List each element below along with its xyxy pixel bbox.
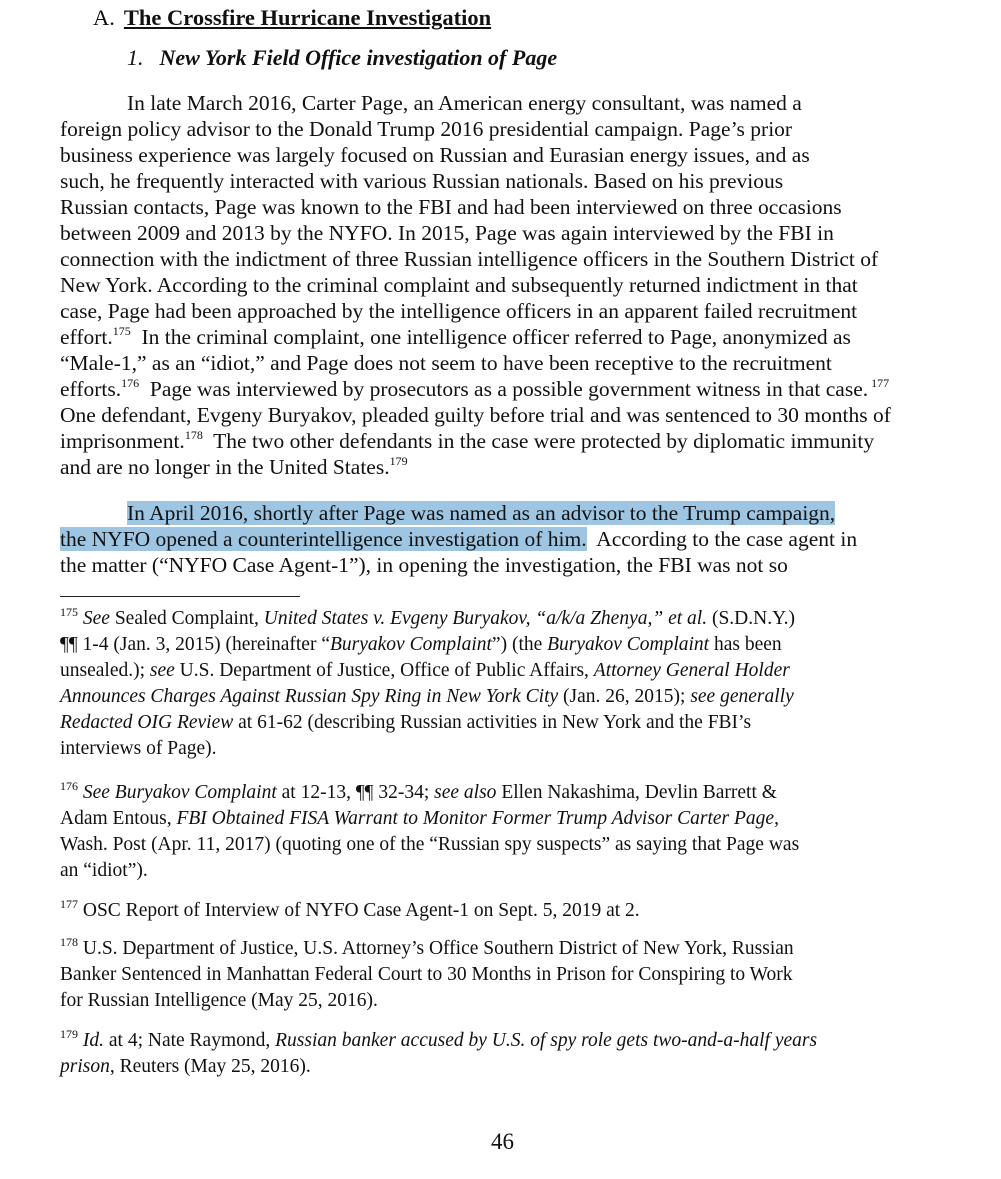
text-span: see also xyxy=(434,782,497,803)
text-span: see generally xyxy=(690,686,794,707)
footnote-number: 178 xyxy=(60,935,78,949)
subsection-title: New York Field Office investigation of Page xyxy=(159,45,558,70)
text-span: Russian banker accused by U.S. of spy role gets two-and-a-half years xyxy=(275,1030,818,1051)
text-span: effort. xyxy=(60,325,113,349)
footnote-line: Banker Sentenced in Manhattan Federal Court to 30 Months in Prison for Conspiring to Work xyxy=(60,964,793,985)
footnote-ref-175[interactable]: 175 xyxy=(112,324,131,338)
footnote-number: 176 xyxy=(60,779,78,793)
text-span: According to the case agent in xyxy=(586,527,858,551)
text-line xyxy=(60,376,889,402)
footnote-number: 179 xyxy=(60,1027,78,1041)
text-line: “Male-1,” as an “idiot,” and Page does not seem to have been receptive to the recruitment xyxy=(60,351,832,375)
page-number: 46 xyxy=(491,1129,514,1154)
footnote-line xyxy=(60,632,782,658)
text-span: Page was interviewed by prosecutors as a possible government witness in that case. xyxy=(139,377,869,401)
section-heading xyxy=(93,4,491,32)
text-span: Adam Entous, xyxy=(60,808,177,829)
text-span: ”) (the xyxy=(491,634,548,655)
text-span: imprisonment. xyxy=(60,429,185,453)
text-line xyxy=(127,500,835,526)
text-span: In the criminal complaint, one intelligence officer referred to Page, anonymized as xyxy=(130,325,851,349)
text-line: business experience was largely focused on Russian and Eurasian energy issues, and as xyxy=(60,143,810,167)
text-span: Sealed Complaint, xyxy=(109,608,264,629)
footnote-line: Wash. Post (Apr. 11, 2017) (quoting one of the “Russian spy suspects” as saying that Page was xyxy=(60,834,800,855)
text-span: ¶¶ 1-4 (Jan. 3, 2015) (hereinafter “ xyxy=(60,634,330,655)
text-span: , Reuters (May 25, 2016). xyxy=(109,1056,311,1077)
text-span: Announces Charges Against Russian Spy Ring in New York City xyxy=(60,686,559,707)
text-line: One defendant, Evgeny Buryakov, pleaded guilty before trial and was sentenced to 30 months of xyxy=(60,403,891,427)
text-span: has been xyxy=(709,634,782,655)
footnote-line xyxy=(60,606,795,632)
text-span: (S.D.N.Y.) xyxy=(707,608,796,629)
text-span: and are no longer in the United States. xyxy=(60,455,390,479)
text-span: (Jan. 26, 2015); xyxy=(558,686,691,707)
footnote-number: 175 xyxy=(60,605,78,619)
text-line: Russian contacts, Page was known to the FBI and had been interviewed on three occasions xyxy=(60,195,842,219)
text-span: United States v. Evgeny Buryakov, “a/k/a Zhenya,” et al. xyxy=(263,608,708,629)
text-span: efforts. xyxy=(60,377,122,401)
text-line: such, he frequently interacted with various Russian nationals. Based on his previous xyxy=(60,169,784,193)
footnote-ref-179[interactable]: 179 xyxy=(389,454,408,468)
highlighted-text[interactable]: the NYFO opened a counterintelligence investigation of him. xyxy=(60,527,587,551)
text-span: See Buryakov Complaint xyxy=(82,782,277,803)
text-line: foreign policy advisor to the Donald Trump 2016 presidential campaign. Page’s prior xyxy=(60,117,793,141)
footnote-line xyxy=(60,1028,817,1054)
footnote-line xyxy=(60,684,794,710)
text-span: Buryakov Complaint xyxy=(547,634,710,655)
text-line: In late March 2016, Carter Page, an American energy consultant, was named a xyxy=(127,91,802,115)
text-span: The two other defendants in the case were protected by diplomatic immunity xyxy=(202,429,875,453)
text-span: Redacted OIG Review xyxy=(60,712,234,733)
footnote-line xyxy=(60,658,790,684)
text-line xyxy=(60,526,857,552)
text-line: between 2009 and 2013 by the NYFO. In 2015, Page was again interviewed by the FBI in xyxy=(60,221,834,245)
highlighted-text[interactable]: In April 2016, shortly after Page was named as an advisor to the Trump campaign, xyxy=(127,501,836,525)
text-span: at 4; Nate Raymond, xyxy=(104,1030,276,1051)
text-line xyxy=(60,428,874,454)
text-span: unsealed.); xyxy=(60,660,150,681)
footnote-ref-177[interactable]: 177 xyxy=(871,376,890,390)
footnote-number: 177 xyxy=(60,897,78,911)
footnote-line xyxy=(60,898,640,924)
text-line: the matter (“NYFO Case Agent-1”), in opening the investigation, the FBI was not so xyxy=(60,553,788,577)
footnote-ref-178[interactable]: 178 xyxy=(184,428,203,442)
footnote-line xyxy=(60,936,794,962)
text-line: connection with the indictment of three Russian intelligence officers in the Southern District of xyxy=(60,247,879,271)
footnote-divider xyxy=(60,596,300,597)
text-span: see xyxy=(149,660,175,681)
subsection-number: 1. xyxy=(127,45,144,70)
footnote-line xyxy=(60,780,777,806)
text-span: Ellen Nakashima, Devlin Barrett & xyxy=(496,782,777,803)
footnote-line xyxy=(60,806,779,832)
text-span: OSC Report of Interview of NYFO Case Agent-1 on Sept. 5, 2019 at 2. xyxy=(78,900,640,921)
text-span: See xyxy=(82,608,110,629)
text-line xyxy=(60,324,851,350)
footnote-line: an “idiot”). xyxy=(60,860,148,881)
section-title: The Crossfire Hurricane Investigation xyxy=(123,5,492,30)
footnote-line xyxy=(60,710,751,736)
text-span: FBI Obtained FISA Warrant to Monitor Former Trump Advisor Carter Page xyxy=(176,808,775,829)
text-line xyxy=(60,454,408,480)
subsection-heading xyxy=(127,44,557,72)
footnote-line: for Russian Intelligence (May 25, 2016). xyxy=(60,990,378,1011)
text-span: at 61-62 (describing Russian activities in New York and the FBI’s xyxy=(233,712,752,733)
text-span: , xyxy=(774,808,779,829)
text-span: at 12-13, ¶¶ 32-34; xyxy=(276,782,435,803)
section-letter: A. xyxy=(93,5,115,30)
text-span: U.S. Department of Justice, Office of Public Affairs, xyxy=(174,660,594,681)
text-span: U.S. Department of Justice, U.S. Attorney’s Office Southern District of New York, Russian xyxy=(78,938,794,959)
text-span: Id. xyxy=(78,1030,104,1051)
text-line: New York. According to the criminal complaint and subsequently returned indictment in that xyxy=(60,273,858,297)
footnote-line: interviews of Page). xyxy=(60,738,217,759)
footnote-line xyxy=(60,1054,311,1080)
text-span: Attorney General Holder xyxy=(593,660,790,681)
text-line: case, Page had been approached by the intelligence officers in an apparent failed recruitment xyxy=(60,299,858,323)
text-span: prison xyxy=(60,1056,110,1077)
footnote-ref-176[interactable]: 176 xyxy=(121,376,140,390)
text-span: Buryakov Complaint xyxy=(329,634,492,655)
